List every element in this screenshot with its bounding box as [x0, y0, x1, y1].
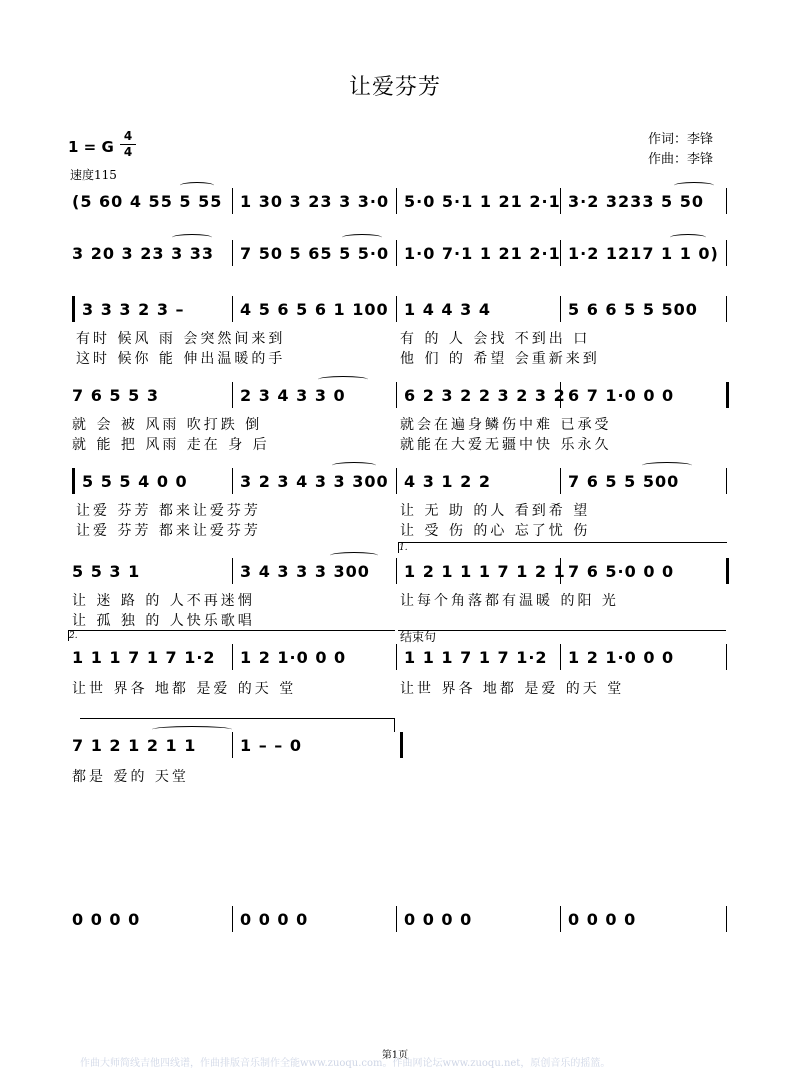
measure: 3 2 3 4 3 3 300	[240, 471, 389, 491]
measure: 3 4 3 3 3 300	[240, 561, 370, 581]
lyric-line: 这时 候你 能 伸出温暖的手	[76, 351, 286, 367]
measure: 6 7 1·0 0 0	[568, 385, 675, 405]
lyric-line: 让 孤 独 的 人快乐歌唱	[72, 613, 255, 629]
measure: 3 3 3 2 3 –	[82, 299, 185, 319]
lyricist-credit: 作词：李锋	[648, 132, 714, 147]
key-signature: 1 = G	[68, 138, 114, 156]
measure: (5 60 4 55 5 55	[72, 191, 223, 211]
lyric-line: 有 的 人 会找 不到出 口	[400, 331, 591, 347]
measure: 7 6 5 5 3	[72, 385, 159, 405]
time-signature	[120, 130, 136, 159]
lyric-line: 就 能 把 风雨 走在 身 后	[72, 437, 270, 453]
lyric-line: 让 受 伤 的心 忘了忧 伤	[400, 523, 591, 539]
lyric-line: 就 会 被 风雨 吹打跌 倒	[72, 417, 263, 433]
measure: 1 2 1·0 0 0	[568, 647, 675, 667]
measure: 6 2 3 2 2 3 2 3 2	[404, 385, 566, 405]
watermark: 作曲大师简线吉他四线谱，作曲排版音乐制作全能www.zuoqu.com。作曲网论坛www.zuoqu.net，原创音乐的摇篮。	[80, 1058, 611, 1069]
measure: 1 2 1·0 0 0	[240, 647, 347, 667]
measure: 0 0 0 0	[240, 909, 309, 929]
measure: 5 5 5 4 0 0	[82, 471, 188, 491]
lyric-line: 让 迷 路 的 人不再迷惘	[72, 593, 255, 609]
ending-label: 结束句	[400, 630, 437, 644]
measure: 0 0 0 0	[404, 909, 473, 929]
measure: 5·0 5·1 1 21 2·1	[404, 191, 561, 211]
volta-1: 1.	[398, 542, 727, 553]
measure: 0 0 0 0	[72, 909, 141, 929]
measure: 3 20 3 23 3 33	[72, 243, 215, 263]
meter-bottom: 4	[123, 145, 133, 159]
measure: 1 4 4 3 4	[404, 299, 491, 319]
lyric-line: 让世 界各 地都 是爱 的天 堂	[72, 681, 297, 697]
measure: 0 0 0 0	[568, 909, 637, 929]
page-title: 让爱芬芳	[348, 75, 441, 100]
lyric-line: 让爱 芬芳 都来让爱芬芳	[76, 523, 261, 539]
page-number: 第1页	[381, 1050, 409, 1061]
measure: 5 6 6 5 5 500	[568, 299, 698, 319]
measure: 2 3 4 3 3 0	[240, 385, 346, 405]
lyric-line: 让爱 芬芳 都来让爱芬芳	[76, 503, 261, 519]
measure: 7 1 2 1 2 1 1	[72, 735, 197, 755]
composer-credit: 作曲：李锋	[648, 152, 714, 167]
measure: 1 1 1 7 1 7 1·2	[72, 647, 216, 667]
measure: 7 6 5 5 500	[568, 471, 680, 491]
measure: 5 5 3 1	[72, 561, 141, 581]
measure: 4 3 1 2 2	[404, 471, 491, 491]
measure: 3·2 3233 5 50	[568, 191, 704, 211]
measure: 7 50 5 65 5 5·0	[240, 243, 390, 263]
lyric-line: 都是 爱的 天堂	[72, 769, 189, 785]
lyric-line: 就能在大爱无疆中快 乐永久	[400, 437, 612, 453]
measure: 1 2 1 1 1 7 1 2 1	[404, 561, 566, 581]
lyric-line: 让每个角落都有温暖 的阳 光	[400, 593, 619, 609]
lyric-line: 有时 候风 雨 会突然间来到	[76, 331, 286, 347]
measure: 1 – – 0	[240, 735, 302, 755]
lyric-line: 他 们 的 希望 会重新来到	[400, 351, 600, 367]
lyric-line: 让 无 助 的人 看到希 望	[400, 503, 591, 519]
meter-top: 4	[123, 129, 133, 143]
measure: 4 5 6 5 6 1 100	[240, 299, 389, 319]
measure: 1·2 1217 1 1 0)	[568, 243, 719, 263]
lyric-line: 让世 界各 地都 是爱 的天 堂	[400, 681, 625, 697]
measure: 1·0 7·1 1 21 2·1	[404, 243, 561, 263]
measure: 1 30 3 23 3 3·0	[240, 191, 390, 211]
volta-2: 2.	[68, 630, 395, 641]
tempo-marking: 速度115	[70, 168, 117, 182]
measure: 7 6 5·0 0 0	[568, 561, 675, 581]
lyric-line: 就会在遍身鳞伤中难 已承受	[400, 417, 612, 433]
measure: 1 1 1 7 1 7 1·2	[404, 647, 548, 667]
